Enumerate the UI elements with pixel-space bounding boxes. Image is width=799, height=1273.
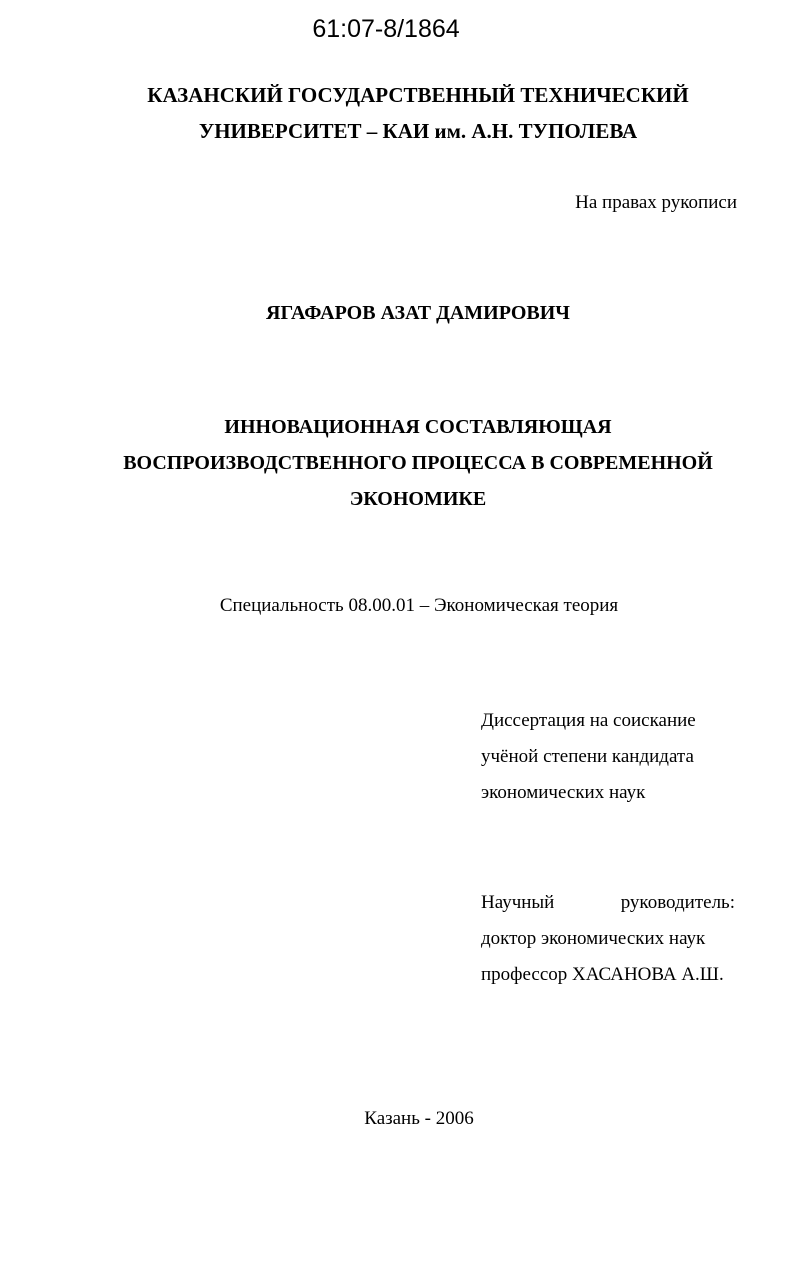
title-line3: ЭКОНОМИКЕ — [349, 488, 487, 510]
specialty-line: Специальность 08.00.01 – Экономическая теория — [219, 595, 619, 616]
university-name — [0, 77, 799, 149]
supervisor-block — [481, 885, 735, 993]
degree-statement — [481, 703, 696, 811]
degree-statement-line3: экономических наук — [481, 782, 646, 803]
city-year: Казань - 2006 — [364, 1108, 474, 1129]
supervisor-label-word1: Научный — [481, 892, 555, 913]
university-name-line1: КАЗАНСКИЙ ГОСУДАРСТВЕННЫЙ ТЕХНИЧЕСКИЙ — [147, 83, 689, 107]
supervisor-name: профессор ХАСАНОВА А.Ш. — [481, 964, 724, 985]
supervisor-degree: доктор экономических наук — [481, 928, 706, 949]
title-line2: ВОСПРОИЗВОДСТВЕННОГО ПРОЦЕССА В СОВРЕМЕННОЙ — [123, 452, 713, 474]
catalog-number: 61:07-8/1864 — [312, 15, 460, 43]
degree-statement-line1: Диссертация на соискание — [481, 710, 696, 731]
manuscript-note: На правах рукописи — [575, 192, 737, 213]
dissertation-title — [0, 409, 799, 517]
supervisor-label — [481, 885, 735, 921]
author-name: ЯГАФАРОВ АЗАТ ДАМИРОВИЧ — [266, 302, 570, 324]
supervisor-label-word2: руководитель: — [620, 892, 735, 913]
university-name-line2: УНИВЕРСИТЕТ – КАИ им. А.Н. ТУПОЛЕВА — [198, 119, 638, 143]
title-line1: ИННОВАЦИОННАЯ СОСТАВЛЯЮЩАЯ — [224, 416, 612, 438]
degree-statement-line2: учёной степени кандидата — [481, 746, 694, 767]
